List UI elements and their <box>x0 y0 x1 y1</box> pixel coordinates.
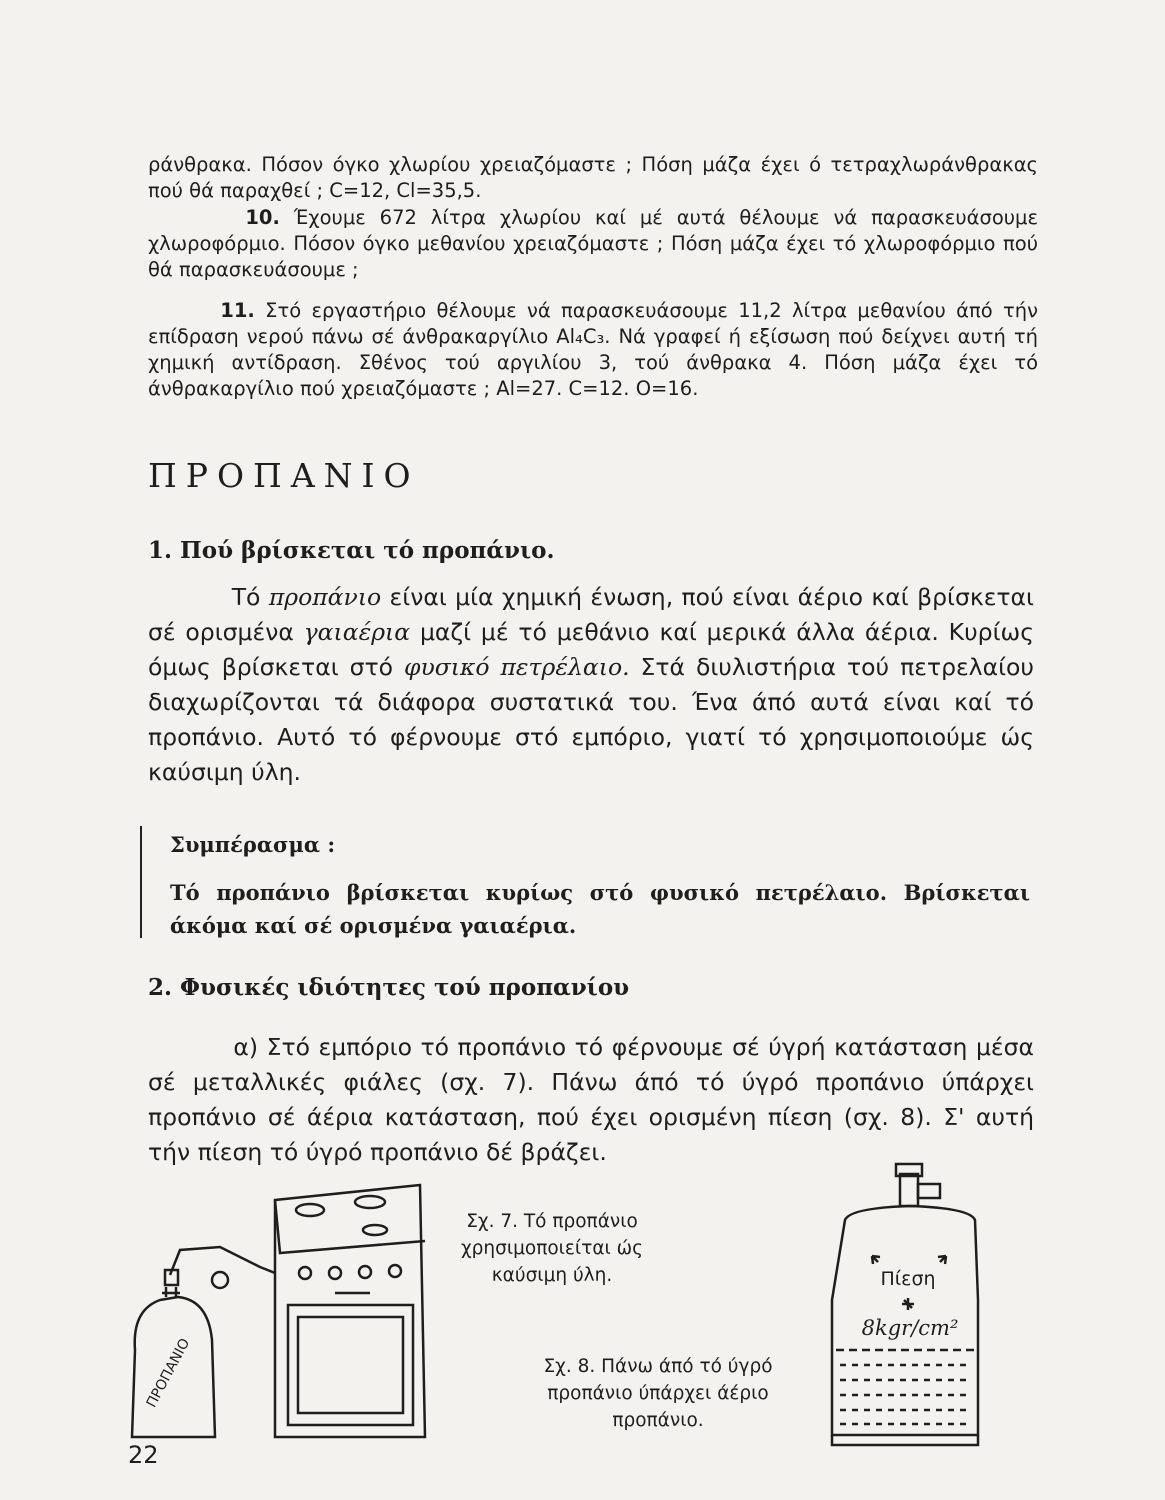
exercise-11-number: 11. <box>220 299 255 322</box>
propane-bottle-label: ΠΡΟΠΑΝΙΟ <box>143 1335 194 1411</box>
conclusion-box <box>140 826 1037 938</box>
section-1-text-d: Στά διυλιστήρια τού πετρελαίου διαχωρίζονται τά διάφορα συστατικά του. Ένα άπό αυτά είναι καί τό προπάνιο. Αυτό τό φέρνουμε στό εμπόριο, γιατί τό χρησιμοποιούμε ώς καύσιμη ύλη. <box>148 653 1035 786</box>
section-1-text-c: μαζί μέ τό μεθάνιο καί μερικά άλλα άέρια. Κυρίως όμως βρίσκεται στό <box>148 618 1035 681</box>
section-2-heading: 2. Φυσικές ιδιότητες τού προπανίου <box>148 974 630 1001</box>
stove-with-propane-bottle-figure <box>120 1175 465 1460</box>
page-number: 22 <box>128 1441 159 1469</box>
propane-bottle-pressure-figure <box>800 1160 990 1490</box>
section-1-text-b: είναι μία χημική ένωση, πού είναι άέριο καί βρίσκεται σέ ορισμένα <box>148 583 1034 646</box>
section-2-text: α) Στό εμπόριο τό προπάνιο τό φέρνουμε σέ ύγρή κατάσταση μέσα σέ μεταλλικές φιάλες (σχ. 7). Πάνω άπό τό ύγρό προπάνιο ύπάρχει προπάνιο σέ άέρια κατάσταση, πού έχει ορισμένη πίεση (σχ. 8). Σ' αυτή τήν πίεση τό ύγρό προπάνιο δέ βράζει. <box>148 1033 1034 1166</box>
section-2-paragraph <box>148 1030 1034 1170</box>
pressure-label: Πίεση <box>880 1268 936 1290</box>
section-1-heading: 1. Πού βρίσκεται τό προπάνιο. <box>148 537 555 564</box>
section-1-text-a: Τό <box>231 583 269 611</box>
conclusion-text: Τό προπάνιο βρίσκεται κυρίως στό φυσικό πετρέλαιο. Βρίσκεται άκόμα καί σέ ορισμένα γαιαέρια. <box>170 880 1030 938</box>
exercise-10 <box>148 205 1038 283</box>
section-1-paragraph <box>148 580 1034 790</box>
section-1-emphasis-petroleum: φυσικό πετρέλαιο. <box>403 653 630 681</box>
exercise-9-text: ράνθρακα. Πόσον όγκο χλωρίου χρειαζόμαστε ; Πόση μάζα έχει ό τετραχλωράνθρακας πού θά παραχθεί ; C=12, Cl=35,5. <box>148 153 1038 202</box>
exercise-11 <box>148 298 1038 402</box>
figure-7-caption: Σχ. 7. Τό προπάνιο χρησιμοποιείται ώς καύσιμη ύλη. <box>460 1211 644 1286</box>
pressure-value: 8kgr/cm² <box>861 1316 959 1340</box>
exercise-10-number: 10. <box>245 206 280 229</box>
exercise-9-continuation <box>148 152 1038 204</box>
exercise-11-text: Στό εργαστήριο θέλουμε νά παρασκευάσουμε 11,2 λίτρα μεθανίου άπό τήν επίδραση νερού πάνω σέ άνθρακαργίλιο Al₄C₃. Νά γραφεί ή εξίσωση πού δείχνει αυτή τή χημική αντίδραση. Σθένος τού αργιλίου 3, τού άνθρακα 4. Πόση μάζα έχει τό άνθρακαργίλιο πού χρειαζόμαστε ; Al=27. C=12. O=16. <box>148 299 1038 400</box>
section-1-emphasis-propane: προπάνιο <box>268 583 382 611</box>
section-1-emphasis-natural-gas: γαιαέρια <box>303 618 411 646</box>
figure-8-caption: Σχ. 8. Πάνω άπό τό ύγρό προπάνιο ύπάρχει άέριο προπάνιο. <box>543 1356 773 1431</box>
chapter-title: ΠΡΟΠΑΝΙΟ <box>148 456 420 495</box>
exercise-10-text: Έχουμε 672 λίτρα χλωρίου καί μέ αυτά θέλουμε νά παρασκευάσουμε χλωροφόρμιο. Πόσον όγκο μεθανίου χρειαζόμαστε ; Πόση μάζα έχει τό χλωροφόρμιο πού θά παρασκευάσουμε ; <box>148 206 1038 281</box>
conclusion-label: Συμπέρασμα : <box>170 832 336 857</box>
